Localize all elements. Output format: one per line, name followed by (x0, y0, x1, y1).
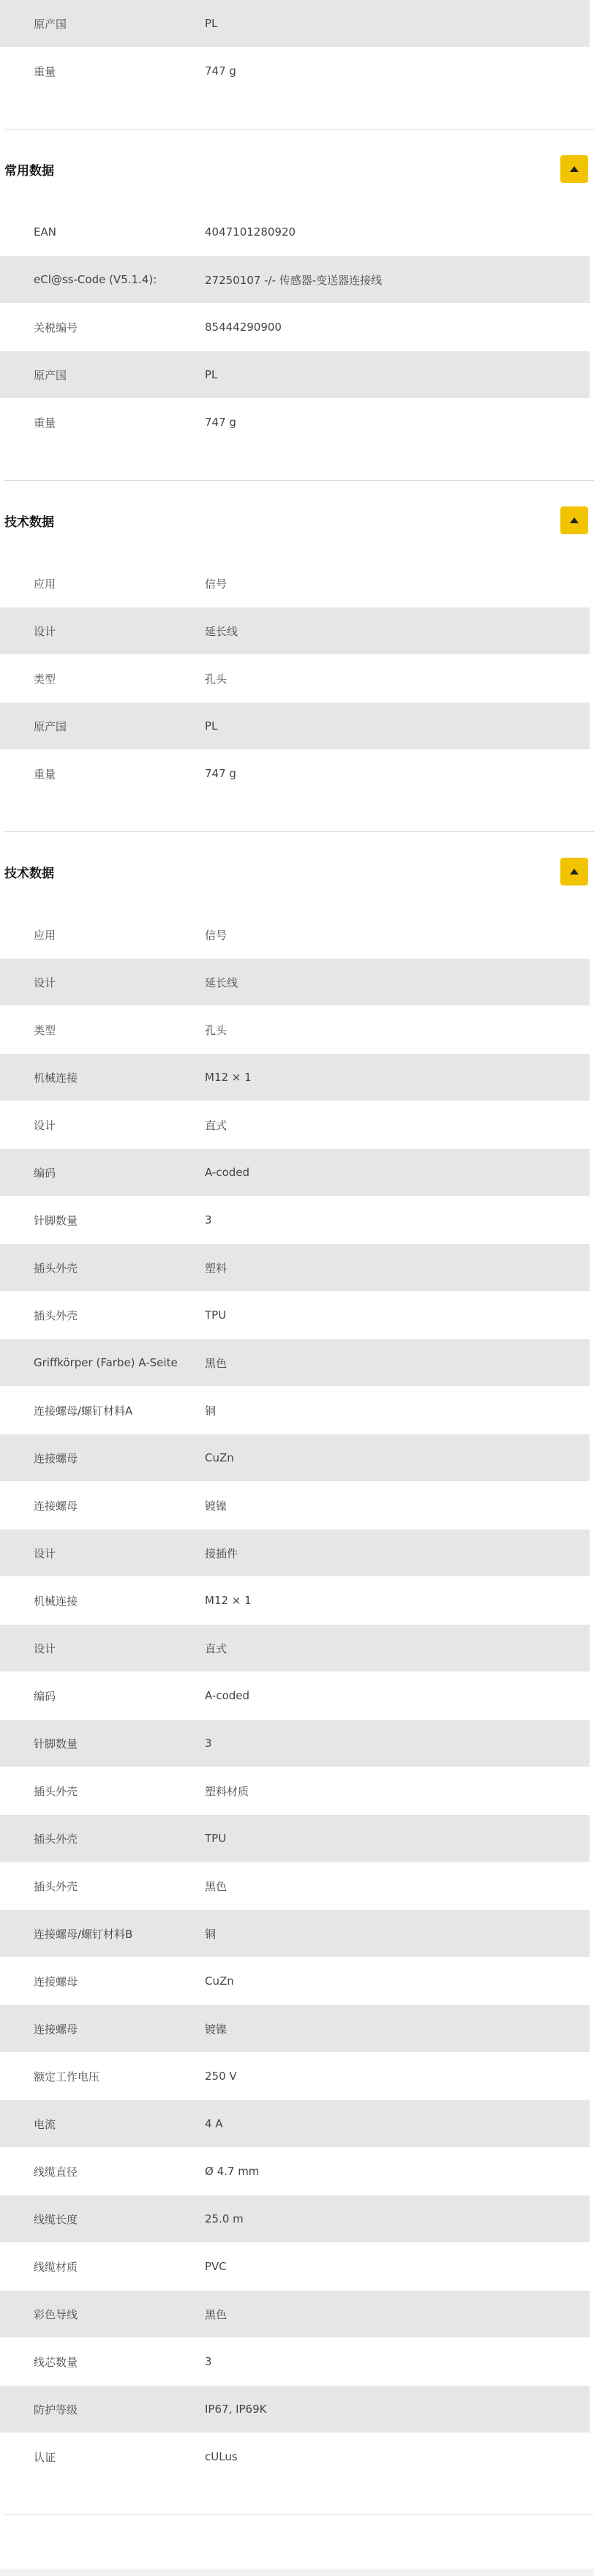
row-value: 信号 (205, 928, 228, 942)
table-row (0, 1910, 590, 1958)
table-row (0, 1054, 590, 1101)
row-value: TPU (205, 1832, 227, 1845)
table-row (0, 560, 590, 607)
row-value: PL (205, 368, 218, 381)
table-row (0, 1958, 590, 2005)
table-row (0, 1815, 590, 1862)
table-row (0, 1197, 590, 1244)
chevron-up-icon (569, 517, 579, 524)
table-row (0, 1862, 590, 1910)
table-row (0, 750, 590, 798)
table-row (0, 2386, 590, 2433)
section-header-technical-data-full (0, 832, 590, 911)
row-value: M12 × 1 (205, 1594, 252, 1607)
table-row (0, 2100, 590, 2148)
row-key: 线缆直径 (34, 2165, 78, 2179)
section-title: 技术数据 (4, 866, 54, 881)
row-value: 3 (205, 2355, 212, 2368)
row-key: 连接螺母/螺钉材料B (34, 1927, 133, 1941)
row-value: PL (205, 17, 218, 30)
row-key: 类型 (34, 672, 56, 686)
row-value: 3 (205, 1213, 212, 1227)
table-row (0, 2005, 590, 2053)
row-value: 接插件 (205, 1546, 238, 1560)
row-value: 4 A (205, 2117, 223, 2130)
row-value: PL (205, 719, 218, 733)
table-row (0, 2195, 590, 2243)
table-row (0, 1530, 590, 1577)
row-key: 编码 (34, 1689, 56, 1703)
row-key: 线缆长度 (34, 2212, 78, 2226)
row-key: 机械连接 (34, 1594, 78, 1608)
row-value: 黑色 (205, 1356, 228, 1370)
table-row (0, 1672, 590, 1720)
section-header-common-data (0, 130, 590, 209)
row-key: 连接螺母 (34, 1974, 78, 1988)
row-key: 设计 (34, 1546, 56, 1560)
section-header-technical-data (0, 481, 590, 560)
table-row (0, 1434, 590, 1482)
row-value: 747 g (205, 416, 236, 429)
row-value: 塑料材质 (205, 1784, 249, 1798)
row-key: 设计 (34, 1641, 56, 1655)
row-key: 插头外壳 (34, 1308, 78, 1322)
row-value: 铜 (205, 1404, 217, 1418)
row-value: cULus (205, 2450, 238, 2463)
row-value: 镀镍 (205, 1499, 228, 1513)
row-key: 线缆材质 (34, 2260, 78, 2274)
row-key: EAN (34, 225, 56, 239)
row-key: 原产国 (34, 368, 67, 382)
row-value: 85444290900 (205, 321, 282, 334)
row-key: 额定工作电压 (34, 2070, 100, 2083)
row-key: 应用 (34, 928, 56, 942)
row-key: 插头外壳 (34, 1784, 78, 1798)
row-value: 直式 (205, 1641, 228, 1655)
row-key: Griffkörper (Farbe) A-Seite (34, 1356, 178, 1369)
row-value: 黑色 (205, 1879, 228, 1893)
row-value: 信号 (205, 577, 228, 591)
row-key: 重量 (34, 767, 56, 781)
row-key: 设计 (34, 1118, 56, 1132)
common-data-table (0, 209, 590, 446)
row-value: 25.0 m (205, 2212, 244, 2225)
table-row (0, 1767, 590, 1815)
table-row (0, 0, 590, 48)
row-value: A-coded (205, 1689, 250, 1702)
collapse-button[interactable] (560, 155, 588, 183)
table-row (0, 1101, 590, 1149)
table-row (0, 1244, 590, 1292)
table-row (0, 48, 590, 95)
row-key: 插头外壳 (34, 1879, 78, 1893)
chevron-up-icon (569, 165, 579, 173)
row-value: Ø 4.7 mm (205, 2165, 260, 2178)
table-row (0, 703, 590, 750)
row-key: 原产国 (34, 17, 67, 31)
row-key: 连接螺母 (34, 2022, 78, 2036)
row-key: 关税编号 (34, 321, 78, 334)
row-value: A-coded (205, 1166, 250, 1179)
row-value: 铜 (205, 1927, 217, 1941)
technical-data-table (0, 560, 590, 798)
table-row (0, 2148, 590, 2195)
row-value: 27250107 -/- 传感器-变送器连接线 (205, 273, 383, 287)
table-row (0, 351, 590, 399)
row-value: IP67, IP69K (205, 2403, 267, 2416)
row-key: 防护等级 (34, 2403, 78, 2416)
row-key: 应用 (34, 577, 56, 591)
row-key: 针脚数量 (34, 1737, 78, 1751)
row-key: 连接螺母 (34, 1451, 78, 1465)
table-row (0, 1482, 590, 1530)
row-value: 250 V (205, 2070, 237, 2083)
row-value: 镀镍 (205, 2022, 228, 2036)
row-key: 电流 (34, 2117, 56, 2131)
row-value: TPU (205, 1308, 227, 1322)
table-row (0, 1387, 590, 1434)
table-row (0, 1006, 590, 1054)
row-key: 机械连接 (34, 1071, 78, 1085)
row-key: 重量 (34, 416, 56, 430)
table-row (0, 959, 590, 1006)
table-row (0, 399, 590, 446)
row-key: 插头外壳 (34, 1832, 78, 1846)
table-row (0, 2243, 590, 2291)
page-footer-band (0, 2569, 594, 2576)
row-key: 连接螺母/螺钉材料A (34, 1404, 133, 1418)
table-row (0, 655, 590, 703)
table-row (0, 2291, 590, 2338)
table-row (0, 2338, 590, 2386)
row-value: 直式 (205, 1118, 228, 1132)
row-key: 编码 (34, 1166, 56, 1180)
row-value: 孔头 (205, 1023, 228, 1037)
table-row (0, 1149, 590, 1197)
row-value: 747 g (205, 64, 236, 78)
row-key: 原产国 (34, 719, 67, 733)
row-value: 塑料 (205, 1261, 228, 1275)
collapse-button[interactable] (560, 858, 588, 886)
collapse-button[interactable] (560, 506, 588, 534)
table-row (0, 1577, 590, 1625)
row-key: 重量 (34, 64, 56, 78)
top-partial-table (0, 0, 590, 95)
row-value: 延长线 (205, 624, 238, 638)
table-row (0, 911, 590, 959)
row-value: PVC (205, 2260, 227, 2273)
row-value: 747 g (205, 767, 236, 780)
table-row (0, 304, 590, 351)
row-key: 连接螺母 (34, 1499, 78, 1513)
table-row (0, 2433, 590, 2481)
table-row (0, 1339, 590, 1387)
table-row (0, 607, 590, 655)
row-key: 线芯数量 (34, 2355, 78, 2369)
row-value: 3 (205, 1737, 212, 1750)
row-key: 针脚数量 (34, 1213, 78, 1227)
table-row (0, 1292, 590, 1339)
row-value: 孔头 (205, 672, 228, 686)
row-value: 4047101280920 (205, 225, 296, 239)
row-value: CuZn (205, 1451, 234, 1464)
table-row (0, 209, 590, 256)
chevron-up-icon (569, 868, 579, 875)
row-key: 设计 (34, 976, 56, 989)
row-value: M12 × 1 (205, 1071, 252, 1084)
section-title: 技术数据 (4, 514, 54, 530)
table-row (0, 1625, 590, 1672)
row-key: 插头外壳 (34, 1261, 78, 1275)
table-row (0, 256, 590, 304)
row-key: 认证 (34, 2450, 56, 2464)
table-row (0, 2053, 590, 2100)
technical-data-full-table (0, 911, 590, 2481)
row-key: 设计 (34, 624, 56, 638)
row-key: 类型 (34, 1023, 56, 1037)
row-value: CuZn (205, 1974, 234, 1988)
row-value: 延长线 (205, 976, 238, 989)
row-key: 彩色导线 (34, 2307, 78, 2321)
section-title: 常用数据 (4, 163, 54, 179)
row-value: 黑色 (205, 2307, 228, 2321)
table-row (0, 1720, 590, 1767)
row-key: eCl@ss-Code (V5.1.4): (34, 273, 157, 286)
